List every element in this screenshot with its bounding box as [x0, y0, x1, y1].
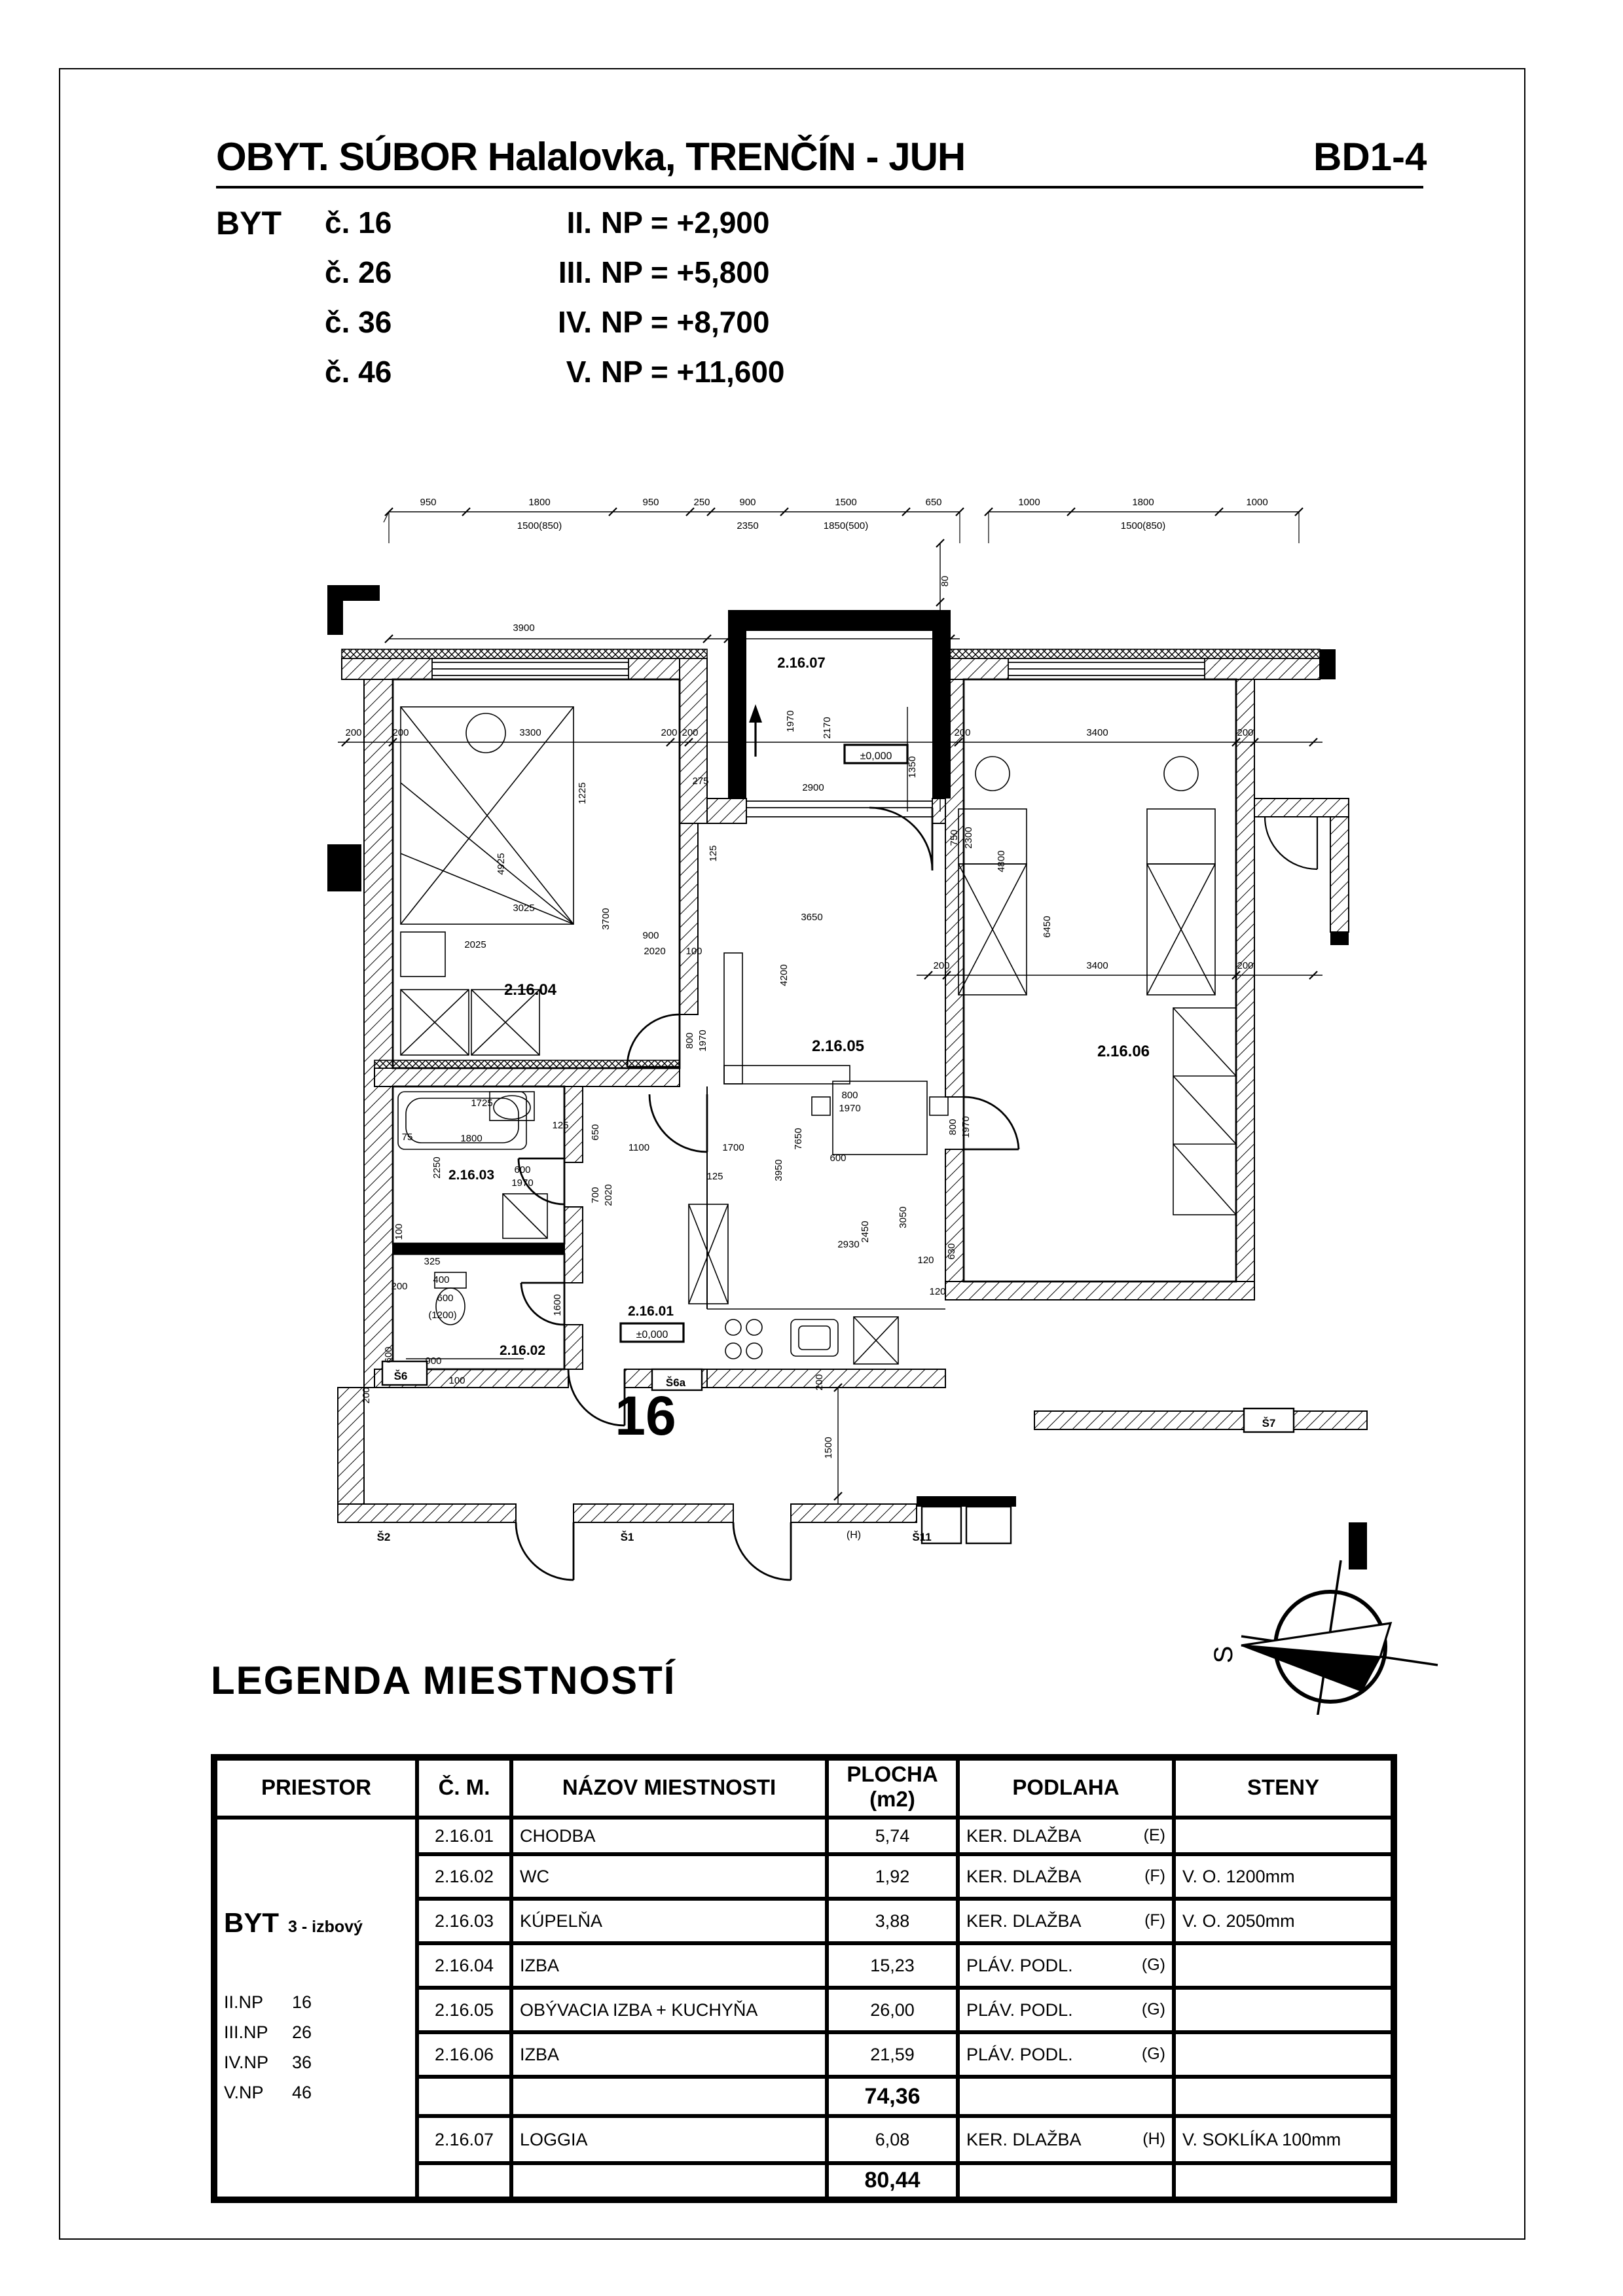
legend-header-row	[214, 1757, 1394, 1818]
plan-text: 600	[383, 1346, 394, 1363]
chair	[466, 713, 505, 753]
plan-text: 2.16.03	[448, 1168, 495, 1183]
room-floor: KER. DLAŽBA (F)	[958, 1899, 1174, 1943]
sink	[791, 1319, 838, 1356]
room-area: 3,88	[827, 1899, 958, 1943]
col-cm: Č. M.	[417, 1757, 511, 1818]
plan-text: 2170	[822, 717, 833, 739]
plan-text: 3900	[513, 622, 535, 634]
room-floor: KER. DLAŽBA (H)	[958, 2116, 1174, 2163]
plan-text: 2.16.07	[777, 655, 826, 671]
room-number: 2.16.06	[417, 2032, 511, 2077]
plan-text: 80	[939, 575, 951, 587]
plan-text: 800	[684, 1032, 695, 1049]
plan-text: 1500(850)	[1120, 520, 1166, 531]
apartment-unit: č. 26 III. NP = +5,800	[325, 255, 770, 289]
plan-text: 125	[706, 1171, 723, 1182]
plan-text: 1970	[697, 1030, 708, 1052]
room-area: 21,59	[827, 2032, 958, 2077]
room-number: 2.16.05	[417, 1988, 511, 2032]
apartment-unit: č. 16 II. NP = +2,900	[325, 206, 770, 240]
plan-text: 2020	[603, 1184, 614, 1206]
plan-text: 700	[590, 1187, 601, 1204]
plan-text: 1725	[471, 1098, 493, 1109]
plan-text: 250	[693, 497, 710, 508]
plan-text: 600	[514, 1164, 531, 1175]
plan-text: 75	[401, 1132, 413, 1143]
room-walls: V. O. 1200mm	[1174, 1854, 1394, 1899]
plan-text: 200	[661, 727, 678, 738]
plan-text: 2.16.02	[499, 1343, 546, 1358]
plan-text: 2.16.01	[627, 1304, 674, 1319]
room-name: WC	[511, 1854, 827, 1899]
plan-text: 2025	[464, 939, 486, 950]
plan-text: 1700	[722, 1142, 744, 1153]
side-table	[401, 932, 445, 977]
sheet-title: OBYT. SÚBOR Halalovka, TRENČÍN - JUH	[216, 136, 966, 179]
plan-text: 3700	[600, 908, 611, 930]
plan-text: 3400	[1086, 960, 1108, 971]
room-number: 2.16.04	[417, 1943, 511, 1988]
plan-text: (1200)	[428, 1310, 457, 1321]
plan-text: 100	[685, 946, 702, 957]
plan-text: 820	[939, 688, 951, 705]
plan-text: 2930	[837, 1239, 860, 1250]
col-floor: PODLAHA	[958, 1757, 1174, 1818]
room-name: LOGGIA	[511, 2116, 827, 2163]
plan-text: Š1	[620, 1531, 634, 1543]
compass-rose	[1241, 1560, 1438, 1715]
loggia-entry-arrow	[749, 704, 762, 757]
room-number: 2.16.02	[417, 1854, 511, 1899]
room-name: OBÝVACIA IZBA + KUCHYŇA	[511, 1988, 827, 2032]
col-walls: STENY	[1174, 1757, 1394, 1818]
desk	[1147, 809, 1215, 864]
plan-text: 650	[590, 1124, 601, 1141]
plan-text: 2900	[802, 782, 824, 793]
legend-row	[214, 1818, 1394, 1854]
area-sum: 74,36	[827, 2077, 958, 2116]
room-floor: PLÁV. PODL. (G)	[958, 1943, 1174, 1988]
plan-text: 1000	[1246, 497, 1268, 508]
plan-text: 3050	[898, 1206, 909, 1229]
room-name: CHODBA	[511, 1818, 827, 1854]
plan-text: 1970	[511, 1177, 534, 1189]
plan-text: 1850(500)	[823, 520, 869, 531]
plan-text: (H)	[846, 1530, 862, 1541]
plan-text: 275	[692, 776, 709, 787]
plan-text: 650	[925, 497, 942, 508]
room-walls	[1174, 2032, 1394, 2077]
apartment-unit: č. 46 V. NP = +11,600	[325, 355, 785, 389]
plan-text: 2.16.04	[503, 981, 557, 999]
plan-text: 200	[933, 960, 950, 971]
plan-text: 200	[933, 727, 950, 738]
plan-text: 200	[345, 727, 362, 738]
plan-text: 3300	[827, 622, 849, 634]
sofa	[724, 953, 742, 1084]
wardrobe	[1173, 1008, 1236, 1215]
area-sum: 80,44	[827, 2163, 958, 2200]
plan-text: 1970	[785, 710, 796, 732]
room-walls	[1174, 1988, 1394, 2032]
col-name: NÁZOV MIESTNOSTI	[511, 1757, 827, 1818]
plan-text: 630	[946, 1243, 957, 1260]
plan-text: ±0,000	[860, 751, 892, 762]
plan-text: 120	[917, 1255, 934, 1266]
room-number: 2.16.07	[417, 2116, 511, 2163]
plan-text: 4925	[496, 853, 507, 875]
plan-text: 2020	[644, 946, 666, 957]
room-name: KÚPELŇA	[511, 1899, 827, 1943]
room-floor: PLÁV. PODL. (G)	[958, 2032, 1174, 2077]
plan-text: 3025	[513, 903, 535, 914]
apartment-units-list	[325, 206, 785, 404]
apartment-unit: č. 36 IV. NP = +8,700	[325, 305, 770, 339]
plan-text: 1970	[839, 1103, 861, 1114]
col-area: PLOCHA (m2)	[827, 1757, 958, 1818]
plan-text: 600	[437, 1293, 454, 1304]
plan-text: ±0,000	[636, 1329, 668, 1340]
plan-text: 200	[814, 1374, 825, 1391]
plan-text: 2.16.06	[1097, 1043, 1150, 1060]
plan-text: 1800	[460, 1133, 483, 1144]
plan-text: 1000	[1018, 497, 1040, 508]
plan-text: S	[1209, 1645, 1238, 1664]
plan-text: 3300	[519, 727, 541, 738]
room-number: 2.16.03	[417, 1899, 511, 1943]
plan-text: 200	[1237, 727, 1254, 738]
plan-text: 400	[433, 1274, 450, 1285]
plan-text: 750	[949, 829, 960, 846]
plan-text: 200	[1237, 960, 1254, 971]
plan-text: 200	[954, 727, 971, 738]
col-priestor: PRIESTOR	[214, 1757, 417, 1818]
plan-text: 1100	[628, 1142, 650, 1153]
floor-plan-svg	[301, 495, 1453, 1715]
plan-text: 125	[708, 845, 719, 862]
plan-text: 3650	[801, 912, 823, 923]
plan-text: 2450	[860, 1221, 871, 1243]
plan-text: 2250	[431, 1157, 443, 1179]
plan-text: 125	[552, 1120, 569, 1131]
legend-table	[211, 1754, 1397, 2203]
shaft-box	[966, 1507, 1011, 1543]
plan-text: Š6a	[665, 1376, 686, 1389]
furniture	[398, 707, 1236, 1364]
plan-text: 1970	[960, 1116, 972, 1138]
plan-text: Š2	[376, 1531, 391, 1543]
room-name: IZBA	[511, 1943, 827, 1988]
room-area: 1,92	[827, 1854, 958, 1899]
plan-text: 800	[841, 1090, 858, 1101]
plan-text: 325	[424, 1256, 441, 1267]
plan-text: 4800	[996, 850, 1007, 872]
room-floor: KER. DLAŽBA (E)	[958, 1818, 1174, 1854]
plan-text: 1500	[835, 497, 857, 508]
priestor-cell: BYT 3 - izbový II.NP 16 III.NP 26 IV.NP 36 V.NP 46	[214, 1818, 417, 2200]
plan-text: 900	[739, 497, 756, 508]
plan-text: 1225	[577, 782, 588, 804]
plan-text: 4200	[778, 964, 790, 986]
plan-text: 800	[947, 1119, 958, 1136]
plan-text: 600	[830, 1153, 847, 1164]
room-area: 26,00	[827, 1988, 958, 2032]
plan-text: 16	[615, 1385, 676, 1446]
room-number: 2.16.01	[417, 1818, 511, 1854]
plan-text: Š6	[393, 1370, 408, 1382]
plan-text: Š7	[1262, 1417, 1276, 1429]
plan-text: 2300	[963, 827, 974, 849]
room-walls: V. O. 2050mm	[1174, 1899, 1394, 1943]
room-area: 15,23	[827, 1943, 958, 1988]
plan-text: 3400	[1086, 727, 1108, 738]
room-walls: V. SOKLÍKA 100mm	[1174, 2116, 1394, 2163]
plan-text: 3950	[773, 1159, 784, 1181]
plan-text: 200	[392, 727, 409, 738]
room-floor: PLÁV. PODL. (G)	[958, 1988, 1174, 2032]
apartment-label: BYT	[216, 206, 282, 242]
plan-text: Š11	[912, 1531, 932, 1543]
plan-text: 7650	[793, 1128, 804, 1150]
plan-text: 1500	[823, 1437, 834, 1459]
plan-text: 950	[420, 497, 437, 508]
room-walls	[1174, 1943, 1394, 1988]
plan-text: 1350	[907, 756, 918, 778]
room-area: 5,74	[827, 1818, 958, 1854]
plan-text: 900	[425, 1355, 442, 1367]
sheet-code: BD1-4	[1313, 136, 1427, 179]
plan-text: 6450	[1042, 916, 1053, 938]
plan-text: 200	[682, 727, 699, 738]
plan-text: 2.16.05	[811, 1037, 865, 1055]
plan-text: 900	[642, 930, 659, 941]
title-underline	[216, 186, 1423, 188]
plan-text: 100	[448, 1375, 465, 1386]
plan-text: 950	[642, 497, 659, 508]
plan-text: 1800	[528, 497, 551, 508]
plan-text: 200	[361, 1387, 372, 1404]
room-area: 6,08	[827, 2116, 958, 2163]
plan-text: 1800	[1132, 497, 1154, 508]
plan-text: 120	[929, 1286, 946, 1297]
room-floor: KER. DLAŽBA (F)	[958, 1854, 1174, 1899]
door-arcs	[516, 808, 1317, 1580]
room-name: IZBA	[511, 2032, 827, 2077]
plan-text: 1600	[552, 1294, 563, 1316]
plan-text: 2350	[737, 520, 759, 531]
room-walls	[1174, 1818, 1394, 1854]
plan-text: 100	[393, 1223, 405, 1240]
legend-title: LEGENDA MIESTNOSTÍ	[211, 1660, 676, 1703]
plan-text: 1500(850)	[517, 520, 562, 531]
plan-text: 200	[391, 1281, 408, 1292]
